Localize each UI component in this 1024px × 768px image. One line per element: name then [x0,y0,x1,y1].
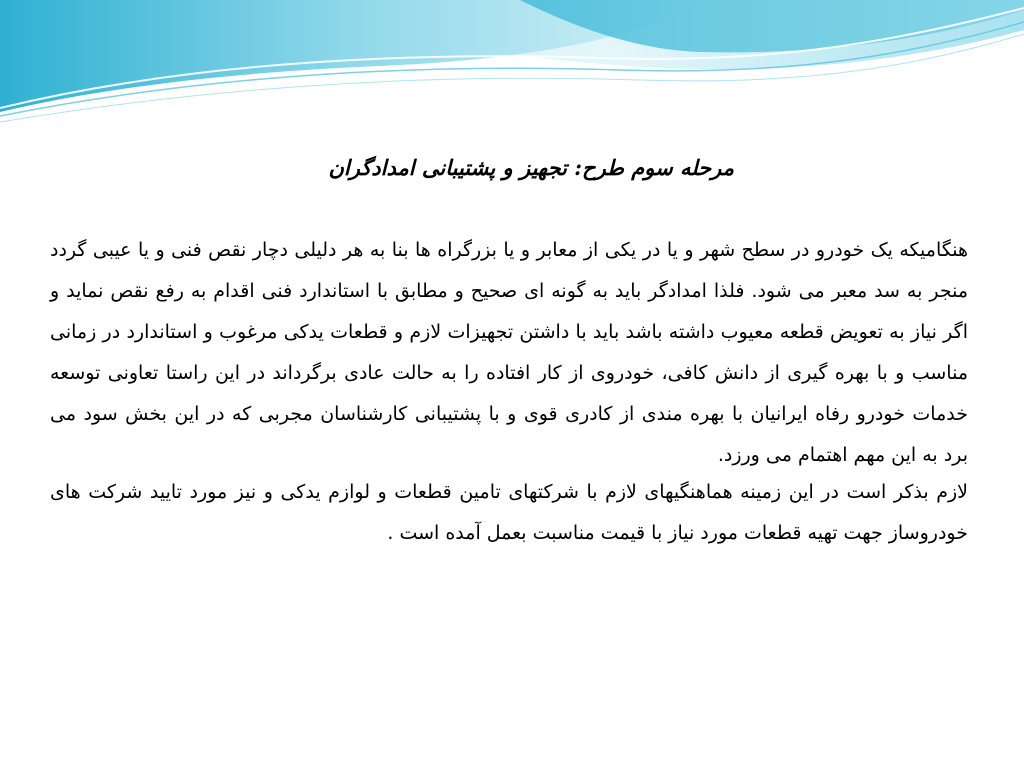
slide-body [50,230,968,554]
wave-header-decoration [0,0,1024,130]
body-paragraph-1: هنگامیکه یک خودرو در سطح شهر و یا در یکی از معابر و یا بزرگراه ها بنا به هر دلیلی دچار نقص فنی و یا عیبی گردد منجر به سد معبر می شود. فلذا امدادگر باید به گونه ای صحیح و مطابق با استاندارد فنی اقدام به رفع نقص نماید و اگر نیاز به تعویض قطعه معیوب داشته باشد باید با داشتن تجهیزات لازم و قطعات یدکی مرغوب و استاندارد در زمانی مناسب و با بهره گیری از دانش کافی، خودروی از کار افتاده را به حالت عادی برگرداند در این راستا تعاونی توسعه خدمات خودرو رفاه ایرانیان با بهره مندی از کادری قوی و با پشتیبانی کارشناسان مجربی که در این بخش سود می برد به این مهم اهتمام می ورزد. [50,239,968,466]
slide-title: مرحله سوم طرح: تجهیز و پشتیبانی امدادگران [328,155,734,180]
body-paragraph-2: لازم بذکر است در این زمینه هماهنگیهای لازم با شرکتهای تامین قطعات و لوازم یدکی و نیز مورد تایید شرکت های خودروساز جهت تهیه قطعات مورد نیاز با قیمت مناسبت بعمل آمده است . [50,481,968,544]
